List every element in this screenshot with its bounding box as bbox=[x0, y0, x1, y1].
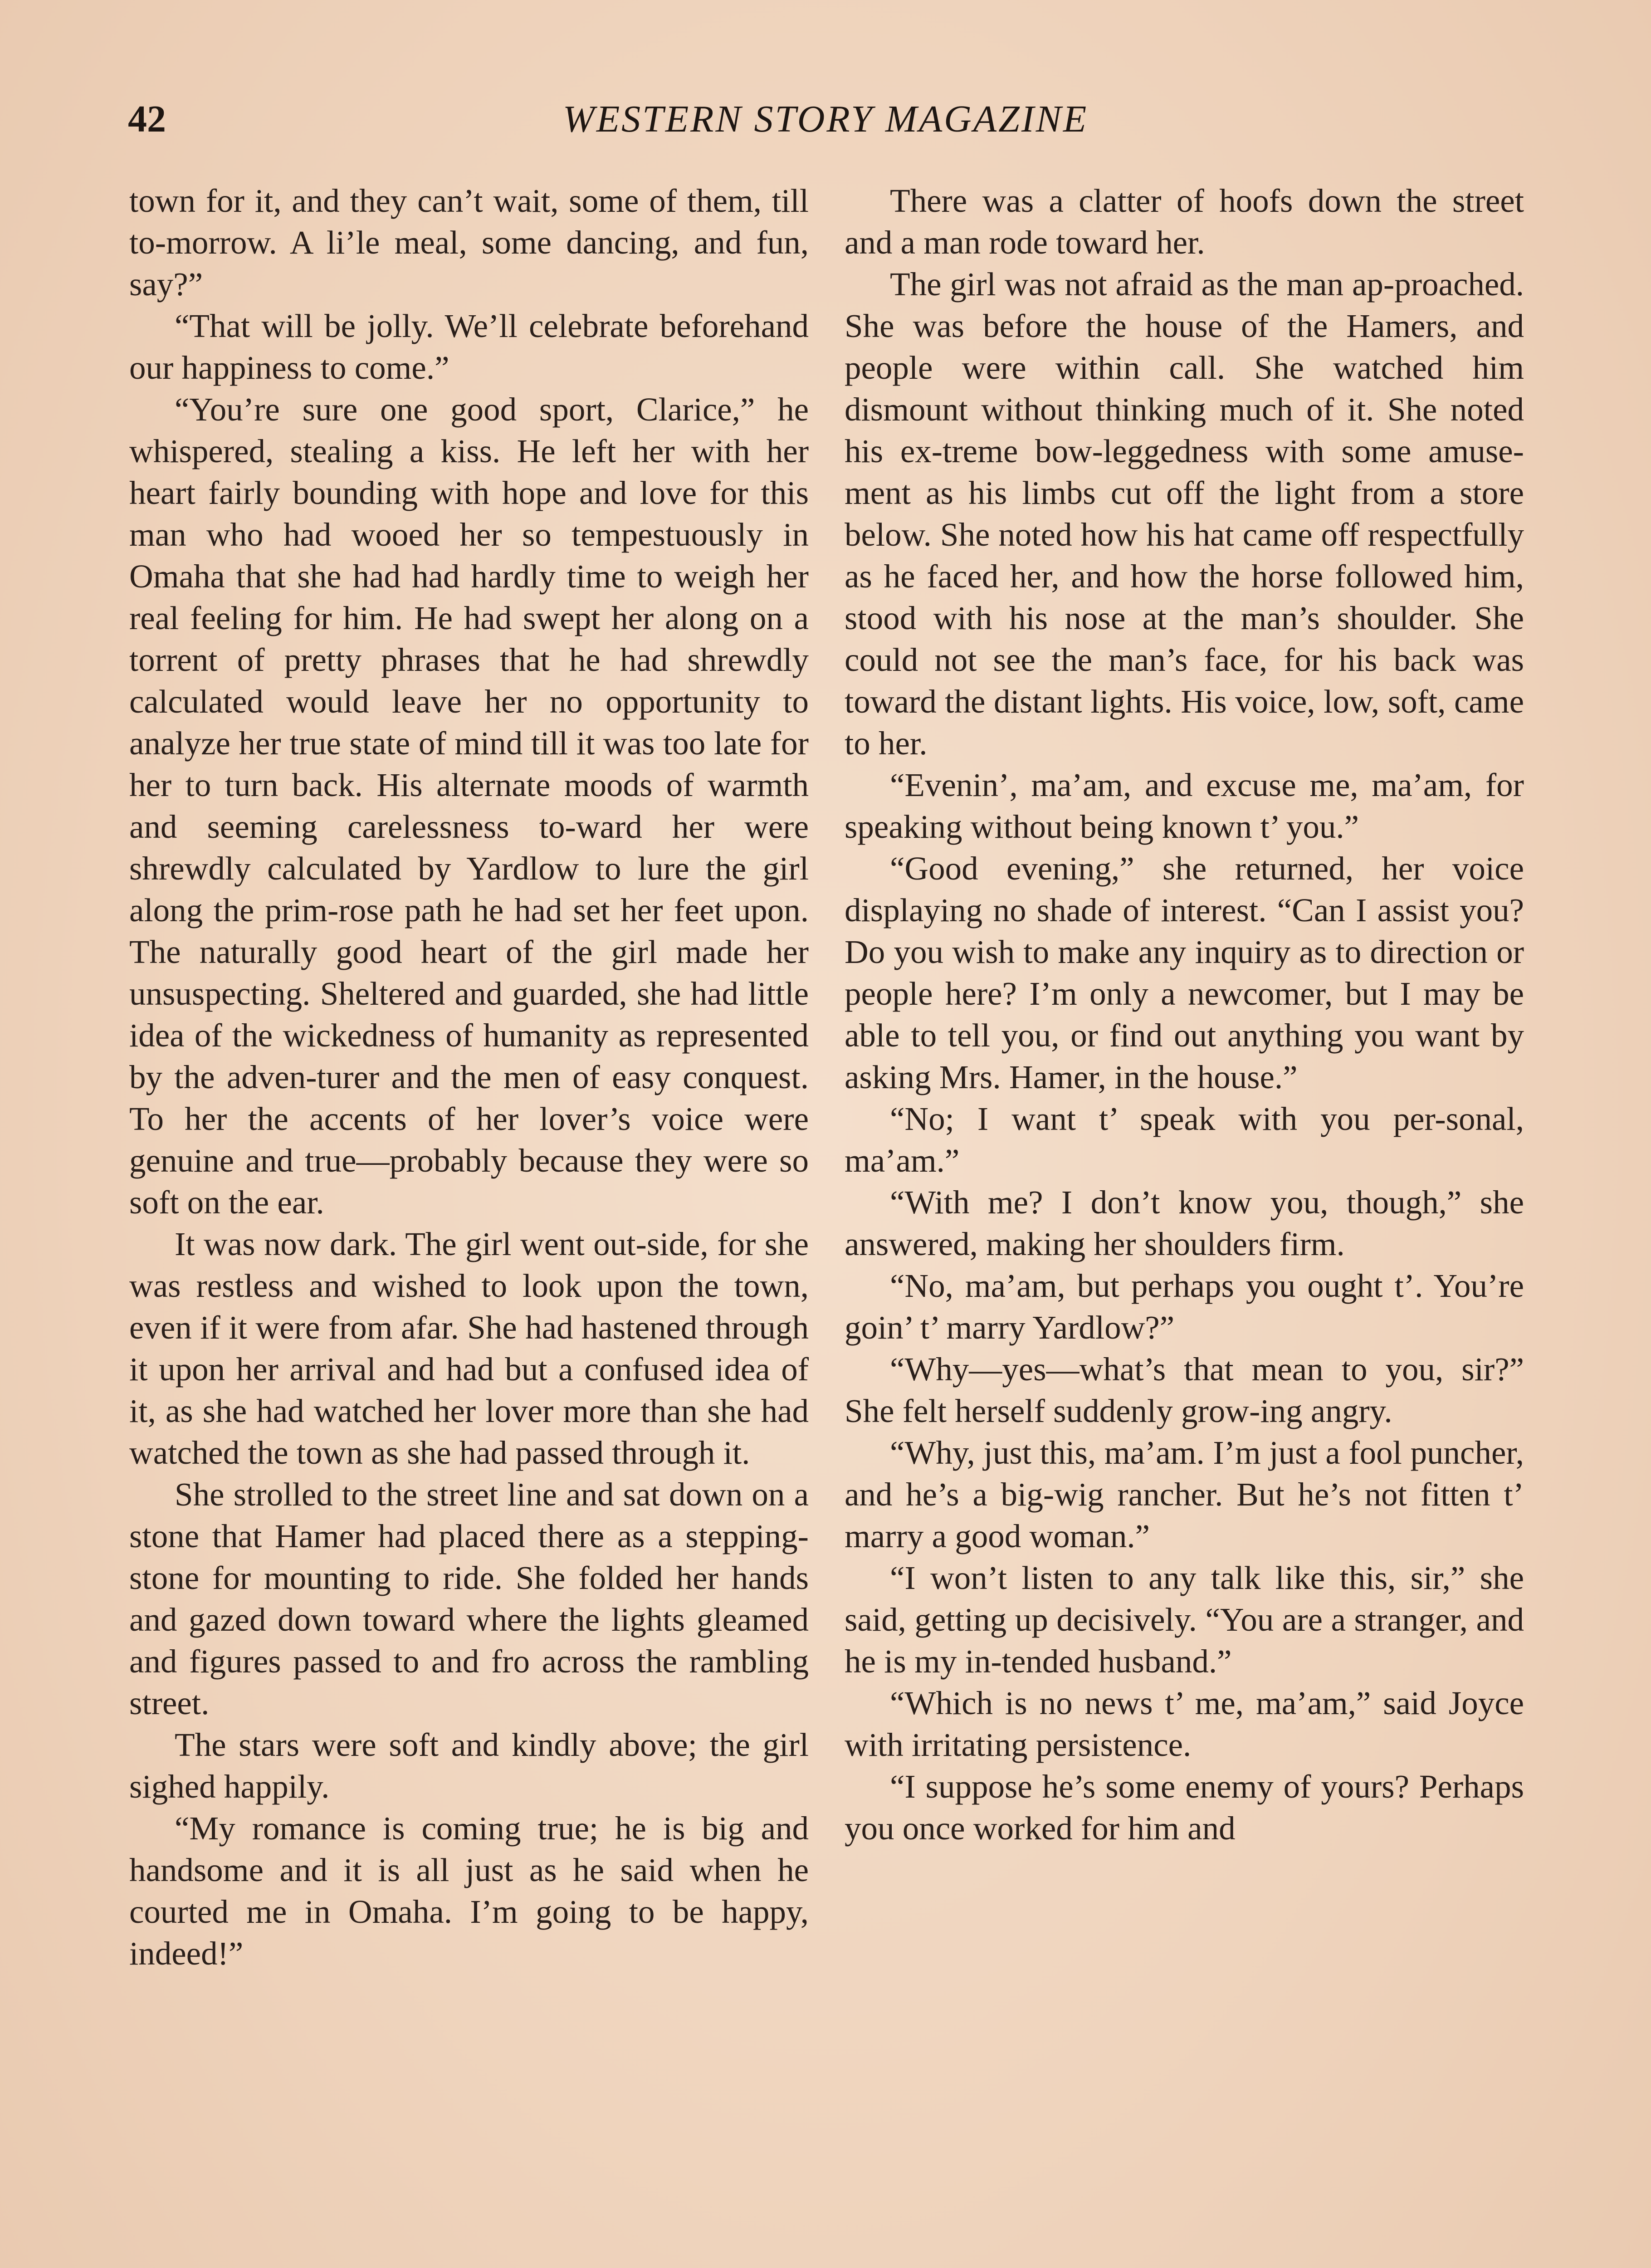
page-number: 42 bbox=[128, 98, 166, 140]
paragraph: It was now dark. The girl went out-side, for she was restless and wished to look upon the town, even if it were from afar. She had hastened through it upon her arrival and had but a confused idea of it, as she had watched her lover more than she had watched the town as she had passed through it. bbox=[129, 1226, 809, 1471]
paragraph: “I won’t listen to any talk like this, sir,” she said, getting up decisively. “You are a stranger, and he is my in-tended husband.” bbox=[845, 1559, 1524, 1680]
paragraph: “Why—yes—what’s that mean to you, sir?” She felt herself suddenly grow-ing angry. bbox=[845, 1351, 1524, 1429]
paragraph: “Good evening,” she returned, her voice displaying no shade of interest. “Can I assist you? Do you wish to make any inquiry as to direction or people here? I’m only a newcomer, but I may be able to tell you, or find out anything you want by asking Mrs. Hamer, in the house.” bbox=[845, 850, 1524, 1095]
left-column bbox=[129, 180, 809, 1975]
paragraph: “No; I want t’ speak with you per-sonal, ma’am.” bbox=[845, 1100, 1524, 1179]
paragraph: “You’re sure one good sport, Clarice,” he whispered, stealing a kiss. He left her with her heart fairly bounding with hope and love for this man who had wooed her so tempestuously in Omaha that she had had hardly time to weigh her real feeling for him. He had swept her along on a torrent of pretty phrases that he had shrewdly calculated would leave her no opportunity to analyze her true state of mind till it was too late for her to turn back. His alternate moods of warmth and seeming carelessness to-ward her were shrewdly calculated by Yardlow to lure the girl along the prim-rose path he had set her feet upon. The naturally good heart of the girl made her unsuspecting. Sheltered and guarded, she had little idea of the wickedness of humanity as represented by the adven-turer and the men of easy conquest. To her the accents of her lover’s voice were genuine and true—probably because they were so soft on the ear. bbox=[129, 391, 809, 1221]
paragraph: “My romance is coming true; he is big and handsome and it is all just as he said when he courted me in Omaha. I’m going to be happy, indeed!” bbox=[129, 1810, 809, 1972]
paragraph: town for it, and they can’t wait, some of them, till to-morrow. A li’le meal, some dancing, and fun, say?” bbox=[129, 182, 809, 303]
paragraph: She strolled to the street line and sat down on a stone that Hamer had placed there as a stepping-stone for mounting to ride. She folded her hands and gazed down toward where the lights gleamed and figures passed to and fro across the rambling street. bbox=[129, 1476, 809, 1721]
paragraph: “With me? I don’t know you, though,” she answered, making her shoulders firm. bbox=[845, 1184, 1524, 1262]
paragraph: “Why, just this, ma’am. I’m just a fool puncher, and he’s a big-wig rancher. But he’s not fitten t’ marry a good woman.” bbox=[845, 1434, 1524, 1554]
paragraph: The girl was not afraid as the man ap-proached. She was before the house of the Hamers, and people were within call. She watched him dismount without thinking much of it. She noted his ex-treme bow-leggedness with some amuse-ment as his limbs cut off the light from a store below. She noted how his hat came off respectfully as he faced her, and how the horse followed him, stood with his nose at the man’s shoulder. She could not see the man’s face, for his back was toward the distant lights. His voice, low, soft, came to her. bbox=[845, 266, 1524, 762]
paragraph: “No, ma’am, but perhaps you ought t’. You’re goin’ t’ marry Yardlow?” bbox=[845, 1267, 1524, 1346]
paragraph: “Evenin’, ma’am, and excuse me, ma’am, for speaking without being known t’ you.” bbox=[845, 767, 1524, 845]
paragraph: The stars were soft and kindly above; the girl sighed happily. bbox=[129, 1726, 809, 1805]
running-head: WESTERN STORY MAGAZINE bbox=[562, 98, 1089, 140]
paragraph: “I suppose he’s some enemy of yours? Perhaps you once worked for him and bbox=[845, 1768, 1524, 1847]
paragraph: There was a clatter of hoofs down the street and a man rode toward her. bbox=[845, 182, 1524, 261]
paragraph: “Which is no news t’ me, ma’am,” said Joyce with irritating persistence. bbox=[845, 1685, 1524, 1763]
right-column bbox=[845, 180, 1524, 1849]
paragraph: “That will be jolly. We’ll celebrate beforehand our happiness to come.” bbox=[129, 308, 809, 386]
